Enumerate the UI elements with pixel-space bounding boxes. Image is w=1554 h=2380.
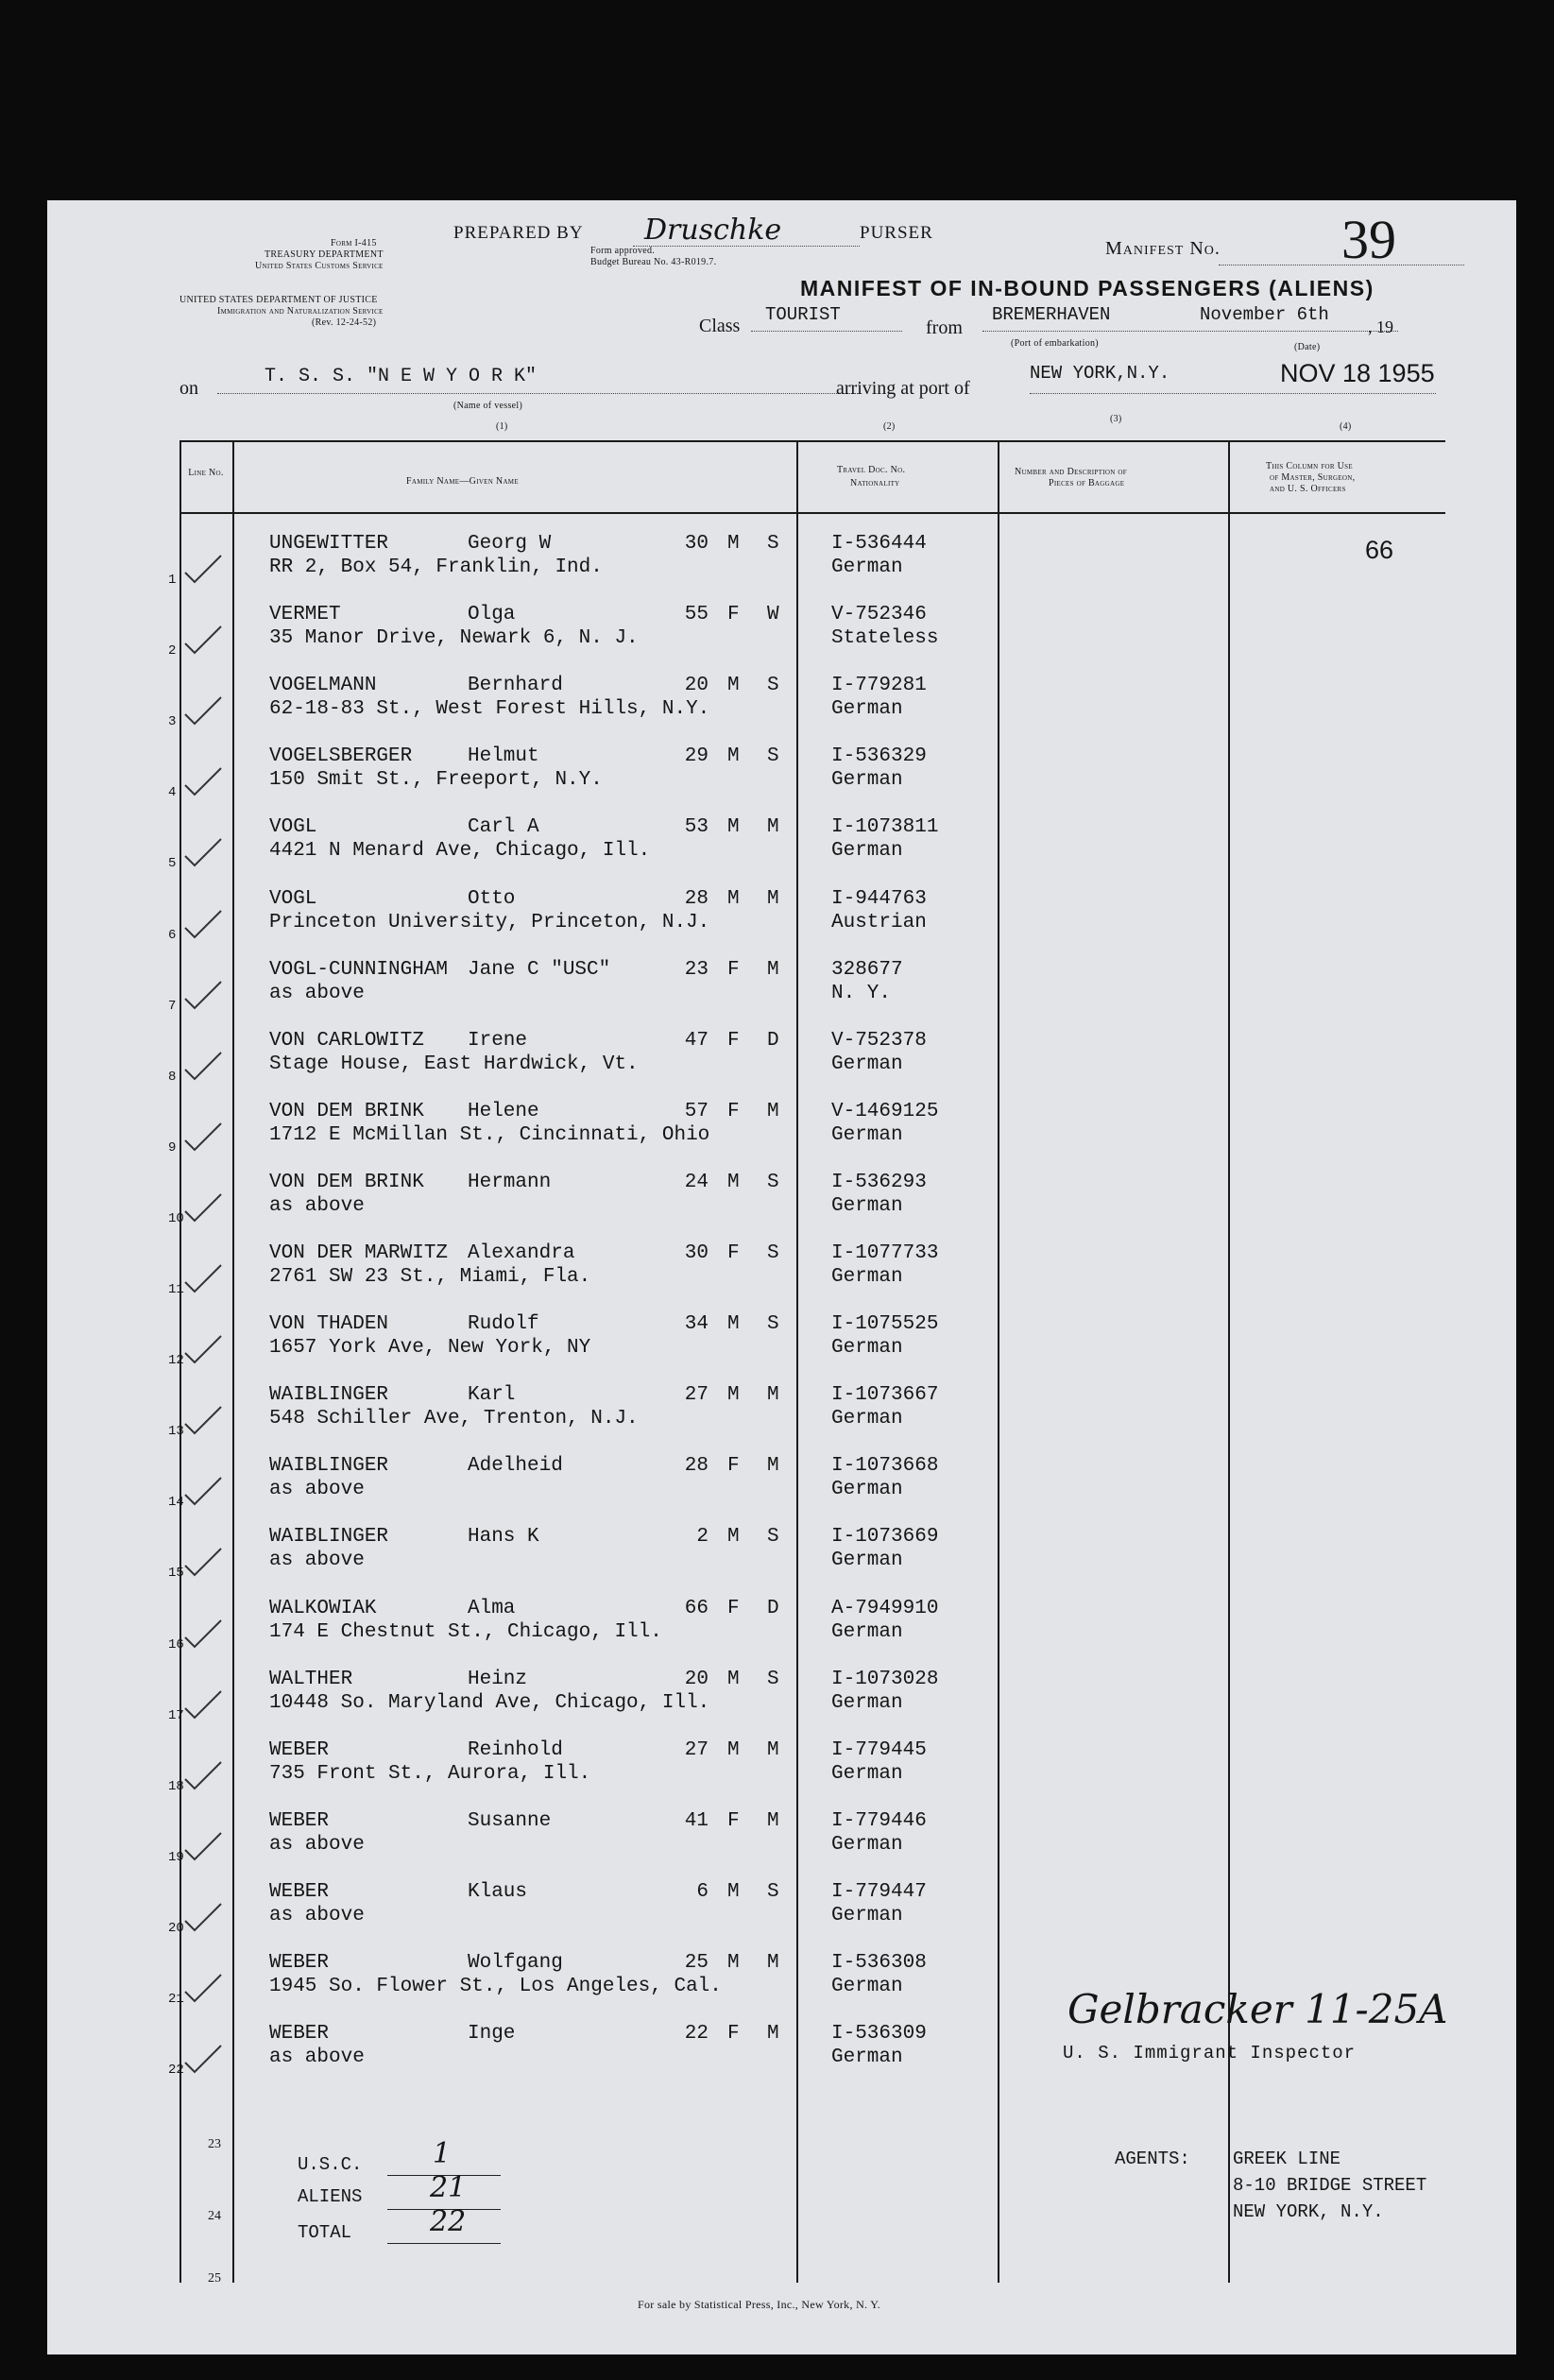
usc-count: 1 bbox=[433, 2137, 452, 2170]
passenger-address: 4421 N Menard Ave, Chicago, Ill. bbox=[269, 840, 651, 863]
passenger-row bbox=[47, 1313, 1516, 1384]
passenger-marital-status: S bbox=[767, 1526, 779, 1549]
passenger-age: 27 bbox=[684, 1738, 709, 1761]
passenger-given-name: Helmut bbox=[468, 745, 539, 768]
arriving-label: arriving at port of bbox=[836, 378, 970, 399]
col1-number: (1) bbox=[496, 421, 508, 432]
passenger-sex: F bbox=[727, 1029, 740, 1052]
check-mark-icon bbox=[181, 1403, 225, 1437]
line-number: 25 bbox=[208, 2271, 221, 2286]
prepared-by-label: PREPARED BY bbox=[453, 223, 584, 243]
passenger-family-name: WALTHER bbox=[269, 1668, 353, 1690]
line-number: 1 bbox=[168, 573, 177, 588]
passenger-nationality: German bbox=[831, 1337, 903, 1360]
passenger-travel-doc: I-779447 bbox=[831, 1880, 927, 1903]
passenger-marital-status: S bbox=[767, 533, 779, 555]
passenger-row bbox=[47, 1384, 1516, 1455]
passenger-marital-status: S bbox=[767, 1668, 779, 1690]
passenger-address: as above bbox=[269, 2046, 365, 2069]
passenger-address: 735 Front St., Aurora, Ill. bbox=[269, 1762, 591, 1785]
passenger-given-name: Otto bbox=[468, 887, 516, 910]
passenger-sex: M bbox=[727, 533, 740, 555]
passenger-family-name: UNGEWITTER bbox=[269, 533, 389, 555]
line-number: 3 bbox=[168, 714, 177, 730]
passenger-row bbox=[47, 1242, 1516, 1313]
passenger-address: as above bbox=[269, 1479, 365, 1501]
passenger-marital-status: M bbox=[767, 958, 779, 981]
inspector-title: U. S. Immigrant Inspector bbox=[1063, 2043, 1357, 2063]
passenger-family-name: VON CARLOWITZ bbox=[269, 1029, 424, 1052]
line-number: 10 bbox=[168, 1210, 184, 1226]
passenger-family-name: WEBER bbox=[269, 2023, 330, 2046]
check-mark-icon bbox=[181, 1687, 225, 1721]
col-officers-2: of Master, Surgeon, bbox=[1270, 472, 1356, 483]
embarkation-date: November 6th bbox=[1200, 304, 1329, 325]
prepared-by-signature: Druschke bbox=[644, 214, 782, 247]
line-number: 20 bbox=[168, 1920, 184, 1936]
line-number: 9 bbox=[168, 1139, 177, 1156]
passenger-nationality: German bbox=[831, 1053, 903, 1075]
passenger-travel-doc: I-536444 bbox=[831, 533, 927, 555]
passenger-family-name: VON DEM BRINK bbox=[269, 1171, 424, 1193]
passenger-travel-doc: I-1073811 bbox=[831, 816, 939, 839]
check-mark-icon bbox=[181, 552, 225, 586]
passenger-row bbox=[47, 1101, 1516, 1172]
passenger-address: Stage House, East Hardwick, Vt. bbox=[269, 1053, 639, 1075]
passenger-family-name: VOGL bbox=[269, 816, 317, 839]
passenger-address: 1945 So. Flower St., Los Angeles, Cal. bbox=[269, 1976, 722, 1997]
passenger-marital-status: M bbox=[767, 1455, 779, 1478]
passenger-travel-doc: I-779281 bbox=[831, 675, 927, 697]
aliens-count: 21 bbox=[430, 2171, 467, 2204]
passenger-nationality: German bbox=[831, 1194, 903, 1217]
passenger-travel-doc: I-536309 bbox=[831, 2023, 927, 2046]
manifest-title: MANIFEST OF IN-BOUND PASSENGERS (ALIENS) bbox=[800, 276, 1375, 300]
check-mark-icon bbox=[181, 835, 225, 869]
passenger-age: 22 bbox=[684, 2023, 709, 2046]
passenger-family-name: VERMET bbox=[269, 604, 341, 626]
passenger-sex: M bbox=[727, 675, 740, 697]
passenger-age: 23 bbox=[684, 958, 709, 981]
passenger-given-name: Wolfgang bbox=[468, 1952, 563, 1974]
passenger-age: 24 bbox=[684, 1171, 709, 1193]
line-number: 6 bbox=[168, 927, 177, 943]
passenger-sex: F bbox=[727, 1809, 740, 1832]
passenger-sex: F bbox=[727, 1597, 740, 1619]
check-mark-icon bbox=[181, 1261, 225, 1295]
passenger-given-name: Alexandra bbox=[468, 1242, 575, 1264]
passenger-given-name: Bernhard bbox=[468, 675, 563, 697]
passenger-given-name: Alma bbox=[468, 1597, 516, 1619]
check-mark-icon bbox=[181, 978, 225, 1012]
passenger-marital-status: S bbox=[767, 1171, 779, 1193]
passenger-travel-doc: I-779445 bbox=[831, 1738, 927, 1761]
passenger-nationality: Austrian bbox=[831, 911, 927, 933]
arrival-date-stamp: NOV 18 1955 bbox=[1280, 359, 1435, 387]
passenger-nationality: German bbox=[831, 1620, 903, 1643]
check-mark-icon bbox=[181, 1900, 225, 1934]
passenger-nationality: N. Y. bbox=[831, 982, 892, 1004]
line-number: 11 bbox=[168, 1282, 184, 1297]
passenger-sex: M bbox=[727, 745, 740, 768]
passenger-marital-status: M bbox=[767, 887, 779, 910]
passenger-marital-status: S bbox=[767, 745, 779, 768]
check-mark-icon bbox=[181, 1758, 225, 1792]
passenger-nationality: German bbox=[831, 1479, 903, 1501]
passenger-travel-doc: I-1073028 bbox=[831, 1668, 939, 1690]
passenger-row bbox=[47, 888, 1516, 959]
passenger-family-name: VOGL-CUNNINGHAM bbox=[269, 958, 449, 981]
passenger-age: 20 bbox=[684, 1668, 709, 1690]
passenger-marital-status: S bbox=[767, 675, 779, 697]
passenger-family-name: WEBER bbox=[269, 1809, 330, 1832]
passenger-row bbox=[47, 1598, 1516, 1669]
line-number: 5 bbox=[168, 856, 177, 872]
passenger-sex: F bbox=[727, 2023, 740, 2046]
passenger-sex: M bbox=[727, 1313, 740, 1336]
passenger-nationality: German bbox=[831, 1691, 903, 1714]
passenger-address: 150 Smit St., Freeport, N.Y. bbox=[269, 769, 603, 792]
officer-mark: 66 bbox=[1365, 536, 1394, 564]
check-mark-icon bbox=[181, 1190, 225, 1224]
passenger-sex: M bbox=[727, 816, 740, 839]
passenger-row bbox=[47, 1669, 1516, 1739]
passenger-age: 41 bbox=[684, 1809, 709, 1832]
col-baggage-2: Pieces of Baggage bbox=[1049, 478, 1125, 488]
passenger-row bbox=[47, 604, 1516, 675]
agent-street: 8-10 BRIDGE STREET bbox=[1233, 2175, 1427, 2196]
passenger-marital-status: M bbox=[767, 2023, 779, 2046]
line-number: 24 bbox=[208, 2209, 221, 2223]
passenger-sex: M bbox=[727, 1526, 740, 1549]
col4-number: (4) bbox=[1340, 421, 1352, 432]
passenger-given-name: Georg W bbox=[468, 533, 552, 555]
from-label: from bbox=[926, 317, 963, 338]
passenger-address: as above bbox=[269, 1833, 365, 1856]
passenger-row bbox=[47, 1172, 1516, 1242]
passenger-row bbox=[47, 1810, 1516, 1881]
form-approved: Form approved. bbox=[590, 246, 656, 256]
col-nationality: Nationality bbox=[850, 478, 900, 488]
class-value: TOURIST bbox=[765, 304, 841, 325]
check-mark-icon bbox=[181, 1332, 225, 1366]
check-mark-icon bbox=[181, 1545, 225, 1579]
passenger-age: 27 bbox=[684, 1384, 709, 1407]
passenger-row bbox=[47, 745, 1516, 816]
passenger-given-name: Helene bbox=[468, 1100, 539, 1122]
passenger-nationality: German bbox=[831, 1266, 903, 1288]
passenger-family-name: WALKOWIAK bbox=[269, 1597, 377, 1619]
line-number: 23 bbox=[208, 2137, 221, 2151]
passenger-row bbox=[47, 1030, 1516, 1101]
passenger-given-name: Klaus bbox=[468, 1880, 528, 1903]
passenger-address: as above bbox=[269, 982, 365, 1004]
passenger-address: 548 Schiller Ave, Trenton, N.J. bbox=[269, 1408, 639, 1430]
line-number: 2 bbox=[168, 643, 177, 659]
check-mark-icon bbox=[181, 1120, 225, 1154]
passenger-address: 1712 E McMillan St., Cincinnati, Ohio bbox=[269, 1123, 710, 1146]
date-caption: (Date) bbox=[1294, 342, 1321, 352]
passenger-address: 1657 York Ave, New York, NY bbox=[269, 1337, 591, 1360]
passenger-address: 10448 So. Maryland Ave, Chicago, Ill. bbox=[269, 1691, 710, 1714]
col-line-no: Line No. bbox=[188, 468, 224, 478]
passenger-sex: M bbox=[727, 1384, 740, 1407]
line-number: 14 bbox=[168, 1495, 184, 1511]
passenger-marital-status: M bbox=[767, 816, 779, 839]
aliens-label: ALIENS bbox=[298, 2186, 363, 2207]
col-name: Family Name—Given Name bbox=[406, 476, 519, 487]
passenger-family-name: VOGELSBERGER bbox=[269, 745, 413, 768]
line-number: 4 bbox=[168, 785, 177, 801]
passenger-nationality: German bbox=[831, 1123, 903, 1146]
passenger-marital-status: M bbox=[767, 1384, 779, 1407]
passenger-row bbox=[47, 1881, 1516, 1952]
passenger-nationality: German bbox=[831, 698, 903, 721]
line-number: 18 bbox=[168, 1778, 184, 1794]
passenger-marital-status: S bbox=[767, 1880, 779, 1903]
passenger-family-name: WAIBLINGER bbox=[269, 1384, 389, 1407]
passenger-given-name: Karl bbox=[468, 1384, 516, 1407]
passenger-sex: F bbox=[727, 1455, 740, 1478]
passenger-sex: M bbox=[727, 887, 740, 910]
line-number: 21 bbox=[168, 1992, 184, 2007]
vessel-caption: (Name of vessel) bbox=[453, 401, 523, 411]
passenger-address: Princeton University, Princeton, N.J. bbox=[269, 911, 710, 933]
line-number: 13 bbox=[168, 1424, 184, 1440]
passenger-nationality: German bbox=[831, 1550, 903, 1572]
total-label: TOTAL bbox=[298, 2222, 352, 2243]
col-officers-3: and U. S. Officers bbox=[1270, 484, 1346, 494]
usc-label: U.S.C. bbox=[298, 2154, 363, 2175]
agent-name: GREEK LINE bbox=[1233, 2149, 1341, 2169]
line-number: 15 bbox=[168, 1566, 184, 1582]
passenger-family-name: WAIBLINGER bbox=[269, 1526, 389, 1549]
check-mark-icon bbox=[181, 1474, 225, 1508]
line-number: 12 bbox=[168, 1353, 184, 1369]
passenger-age: 30 bbox=[684, 533, 709, 555]
port-caption: (Port of embarkation) bbox=[1011, 338, 1099, 349]
passenger-nationality: German bbox=[831, 2046, 903, 2069]
passenger-given-name: Reinhold bbox=[468, 1738, 563, 1761]
passenger-marital-status: M bbox=[767, 1952, 779, 1974]
treasury-dept: TREASURY DEPARTMENT bbox=[265, 249, 384, 260]
vessel-name: T. S. S. "N E W Y O R K" bbox=[265, 366, 538, 387]
passenger-marital-status: M bbox=[767, 1738, 779, 1761]
col3-number: (3) bbox=[1110, 414, 1122, 424]
passenger-age: 66 bbox=[684, 1597, 709, 1619]
passenger-age: 2 bbox=[696, 1526, 709, 1549]
check-mark-icon bbox=[181, 1971, 225, 2005]
passenger-travel-doc: I-1073668 bbox=[831, 1455, 939, 1478]
manifest-no-label: Manifest No. bbox=[1105, 238, 1221, 259]
col2-number: (2) bbox=[883, 421, 896, 432]
passenger-sex: F bbox=[727, 958, 740, 981]
passenger-address: RR 2, Box 54, Franklin, Ind. bbox=[269, 556, 603, 578]
passenger-family-name: WEBER bbox=[269, 1880, 330, 1903]
passenger-travel-doc: I-779446 bbox=[831, 1809, 927, 1832]
passenger-row bbox=[47, 675, 1516, 745]
passenger-travel-doc: A-7949910 bbox=[831, 1597, 939, 1619]
year-prefix: , 19 bbox=[1368, 317, 1393, 336]
line-number: 22 bbox=[168, 2063, 184, 2079]
passenger-family-name: VOGL bbox=[269, 887, 317, 910]
passenger-family-name: WEBER bbox=[269, 1738, 330, 1761]
col-officers: This Column for Use bbox=[1266, 461, 1353, 471]
passenger-age: 53 bbox=[684, 816, 709, 839]
check-mark-icon bbox=[181, 693, 225, 728]
passenger-address: as above bbox=[269, 1194, 365, 1217]
passenger-age: 55 bbox=[684, 604, 709, 626]
manifest-number: 39 bbox=[1341, 209, 1396, 270]
passenger-sex: F bbox=[727, 604, 740, 626]
embarkation-port: BREMERHAVEN bbox=[992, 304, 1111, 325]
passenger-sex: F bbox=[727, 1242, 740, 1264]
passenger-marital-status: M bbox=[767, 1100, 779, 1122]
customs-service: United States Customs Service bbox=[255, 261, 384, 271]
passenger-given-name: Rudolf bbox=[468, 1313, 539, 1336]
form-number: Form I-415 bbox=[331, 238, 377, 248]
passenger-travel-doc: I-1073667 bbox=[831, 1384, 939, 1407]
passenger-nationality: German bbox=[831, 840, 903, 863]
passenger-sex: M bbox=[727, 1668, 740, 1690]
passenger-row bbox=[47, 816, 1516, 887]
passenger-age: 47 bbox=[684, 1029, 709, 1052]
ins-service: Immigration and Naturalization Service bbox=[217, 306, 384, 317]
passenger-given-name: Carl A bbox=[468, 816, 539, 839]
agent-city: NEW YORK, N.Y. bbox=[1233, 2201, 1384, 2222]
passenger-given-name: Jane C "USC" bbox=[468, 958, 611, 981]
passenger-row bbox=[47, 959, 1516, 1030]
passenger-travel-doc: I-1073669 bbox=[831, 1526, 939, 1549]
passenger-sex: M bbox=[727, 1952, 740, 1974]
budget-bureau: Budget Bureau No. 43-R019.7. bbox=[590, 257, 717, 267]
passenger-nationality: German bbox=[831, 556, 903, 578]
on-label: on bbox=[179, 378, 198, 399]
passenger-age: 29 bbox=[684, 745, 709, 768]
passenger-given-name: Olga bbox=[468, 604, 516, 626]
passenger-address: as above bbox=[269, 1550, 365, 1572]
passenger-travel-doc: I-536293 bbox=[831, 1171, 927, 1193]
passenger-age: 20 bbox=[684, 675, 709, 697]
check-mark-icon bbox=[181, 764, 225, 798]
passenger-sex: F bbox=[727, 1100, 740, 1122]
passenger-travel-doc: V-752346 bbox=[831, 604, 927, 626]
total-count: 22 bbox=[430, 2205, 467, 2238]
passenger-given-name: Inge bbox=[468, 2023, 516, 2046]
passenger-address: 62-18-83 St., West Forest Hills, N.Y. bbox=[269, 698, 710, 721]
passenger-marital-status: S bbox=[767, 1313, 779, 1336]
check-mark-icon bbox=[181, 1049, 225, 1083]
passenger-marital-status: S bbox=[767, 1242, 779, 1264]
passenger-travel-doc: I-944763 bbox=[831, 887, 927, 910]
passenger-address: 2761 SW 23 St., Miami, Fla. bbox=[269, 1266, 591, 1288]
class-label: Class bbox=[699, 316, 741, 336]
passenger-nationality: German bbox=[831, 1904, 903, 1926]
passenger-family-name: VON THADEN bbox=[269, 1313, 389, 1336]
passenger-family-name: WAIBLINGER bbox=[269, 1455, 389, 1478]
line-number: 16 bbox=[168, 1636, 184, 1652]
inspector-signature: Gelbracker 11-25A bbox=[1067, 1986, 1448, 2032]
passenger-nationality: German bbox=[831, 1833, 903, 1856]
passenger-age: 28 bbox=[684, 1455, 709, 1478]
passenger-age: 28 bbox=[684, 887, 709, 910]
passenger-given-name: Hermann bbox=[468, 1171, 552, 1193]
passenger-travel-doc: I-536329 bbox=[831, 745, 927, 768]
passenger-family-name: WEBER bbox=[269, 1952, 330, 1974]
passenger-family-name: VON DEM BRINK bbox=[269, 1100, 424, 1122]
passenger-travel-doc: I-536308 bbox=[831, 1952, 927, 1974]
passenger-marital-status: D bbox=[767, 1597, 779, 1619]
passenger-address: as above bbox=[269, 1904, 365, 1926]
passenger-family-name: VOGELMANN bbox=[269, 675, 377, 697]
manifest-page bbox=[47, 200, 1516, 2354]
check-mark-icon bbox=[181, 907, 225, 941]
passenger-travel-doc: 328677 bbox=[831, 958, 903, 981]
passenger-given-name: Heinz bbox=[468, 1668, 528, 1690]
form-revision: (Rev. 12-24-52) bbox=[312, 317, 377, 328]
check-mark-icon bbox=[181, 623, 225, 657]
passenger-age: 57 bbox=[684, 1100, 709, 1122]
passenger-given-name: Susanne bbox=[468, 1809, 552, 1832]
check-mark-icon bbox=[181, 1617, 225, 1651]
col-travel-doc: Travel Doc. No. bbox=[837, 465, 906, 475]
passenger-row bbox=[47, 1739, 1516, 1810]
passenger-travel-doc: I-1075525 bbox=[831, 1313, 939, 1336]
check-mark-icon bbox=[181, 2042, 225, 2076]
line-number: 19 bbox=[168, 1849, 184, 1865]
passenger-nationality: Stateless bbox=[831, 627, 939, 650]
passenger-sex: M bbox=[727, 1880, 740, 1903]
passenger-marital-status: W bbox=[767, 604, 779, 626]
line-number: 7 bbox=[168, 998, 177, 1014]
passenger-travel-doc: V-1469125 bbox=[831, 1100, 939, 1122]
passenger-nationality: German bbox=[831, 1408, 903, 1430]
passenger-row bbox=[47, 1526, 1516, 1597]
passenger-travel-doc: V-752378 bbox=[831, 1029, 927, 1052]
passenger-nationality: German bbox=[831, 1762, 903, 1785]
check-mark-icon bbox=[181, 1829, 225, 1863]
passenger-address: 35 Manor Drive, Newark 6, N. J. bbox=[269, 627, 639, 650]
passenger-row bbox=[47, 1455, 1516, 1526]
passenger-sex: M bbox=[727, 1738, 740, 1761]
passenger-nationality: German bbox=[831, 769, 903, 792]
passenger-given-name: Irene bbox=[468, 1029, 528, 1052]
passenger-row bbox=[47, 533, 1516, 604]
passenger-nationality: German bbox=[831, 1976, 903, 1997]
passenger-age: 34 bbox=[684, 1313, 709, 1336]
passenger-age: 25 bbox=[684, 1952, 709, 1974]
printer-footer: For sale by Statistical Press, Inc., New York, N. Y. bbox=[638, 2298, 880, 2311]
passenger-age: 30 bbox=[684, 1242, 709, 1264]
line-number: 8 bbox=[168, 1069, 177, 1085]
passenger-given-name: Adelheid bbox=[468, 1455, 563, 1478]
passenger-marital-status: D bbox=[767, 1029, 779, 1052]
passenger-given-name: Hans K bbox=[468, 1526, 539, 1549]
passenger-address: 174 E Chestnut St., Chicago, Ill. bbox=[269, 1620, 662, 1643]
passenger-age: 6 bbox=[696, 1880, 709, 1903]
passenger-marital-status: M bbox=[767, 1809, 779, 1832]
passenger-travel-doc: I-1077733 bbox=[831, 1242, 939, 1264]
col-baggage: Number and Description of bbox=[1015, 467, 1127, 477]
passenger-family-name: VON DER MARWITZ bbox=[269, 1242, 449, 1264]
justice-dept: UNITED STATES DEPARTMENT OF JUSTICE bbox=[179, 295, 378, 305]
purser-label: PURSER bbox=[860, 223, 933, 243]
arrival-port: NEW YORK,N.Y. bbox=[1030, 363, 1170, 384]
agents-label: AGENTS: bbox=[1115, 2149, 1190, 2169]
passenger-sex: M bbox=[727, 1171, 740, 1193]
line-number: 17 bbox=[168, 1707, 184, 1723]
